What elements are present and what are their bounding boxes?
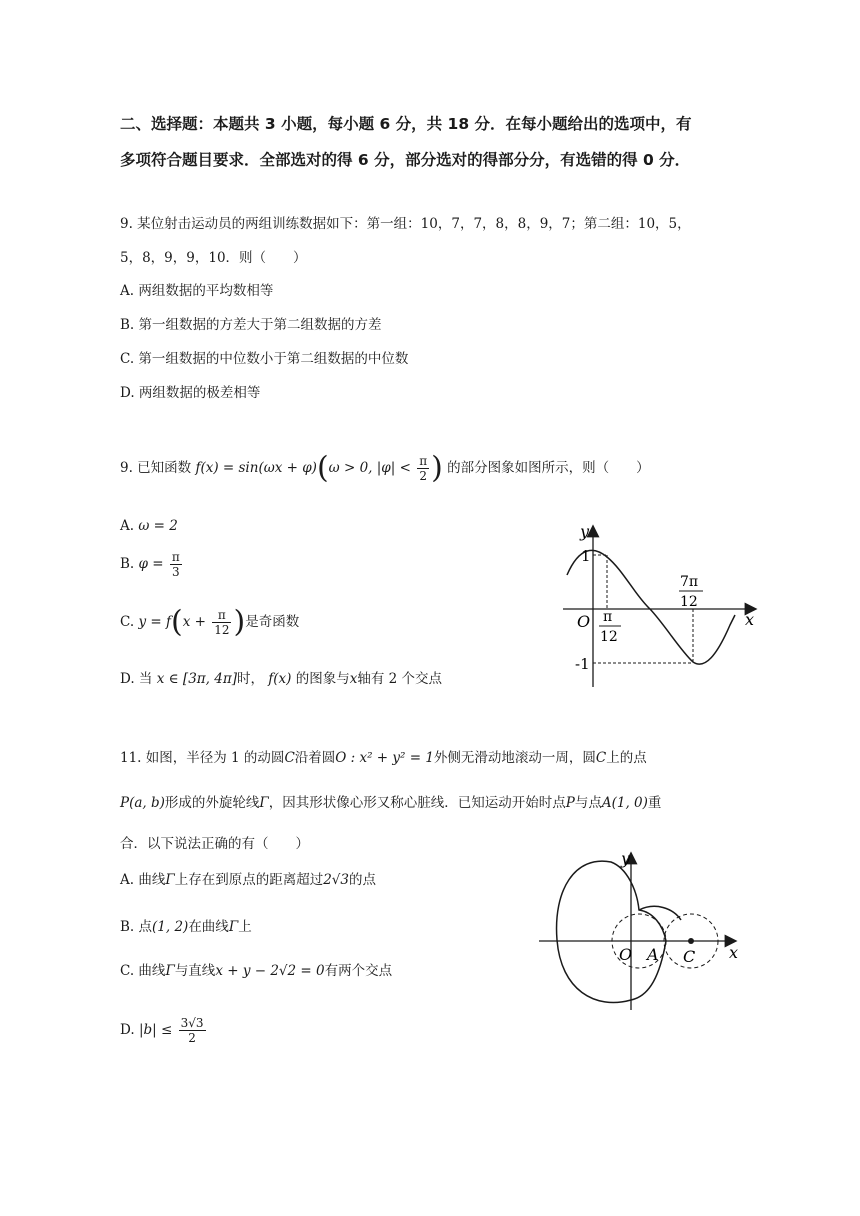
q9b-function: f(x) = sin(ωx + φ) — [195, 460, 317, 476]
question-9a-option-a[interactable]: A. 两组数据的平均数相等 — [120, 283, 274, 299]
section-header-line-2: 多项符合题目要求．全部选对的得 6 分，部分选对的得部分分，有选错的得 0 分． — [120, 151, 691, 169]
question-11-option-d[interactable]: D. |b| ≤ $\frac{3√3}{2}$ — [120, 1016, 204, 1045]
question-11-line-1: 11. 如图，半径为 1 的动圆C沿着圆O : x² + y² = 1外侧无滑动地滚动一周，圆C上的点 — [120, 750, 647, 766]
sine-curve — [567, 550, 735, 664]
question-9b-option-c[interactable]: C. y = f(x + $\frac{\pi}{12}$ )是奇函数 — [120, 604, 300, 640]
question-9a-line-1: 9. 某位射击运动员的两组训练数据如下：第一组：10，7，7，8，8，9，7；第二组：10，5， — [120, 216, 691, 232]
x-label: x — [729, 943, 739, 962]
question-9a-stem — [120, 207, 770, 275]
question-9b-option-b[interactable]: B. φ = $\frac{\pi}{3}$ — [120, 550, 180, 579]
q9b-prefix: 9. 已知函数 — [120, 460, 192, 476]
label-a: A — [647, 945, 659, 964]
x-label: x — [745, 610, 755, 629]
cardioid-graph — [535, 850, 750, 1020]
question-9a-option-c[interactable]: C. 第一组数据的中位数小于第二组数据的中位数 — [120, 351, 409, 367]
q9b-cond-fraction: $\frac{\pi}{2}$ — [419, 454, 428, 483]
question-9b-stem: 9. 已知函数 f(x) = sin(ωx + φ)(ω > 0, |φ| < $\frac{\pi}{2}$ ) 的部分图象如图所示，则（ ） — [120, 450, 650, 486]
y-label: y — [621, 850, 631, 868]
q9b-condition: ω > 0, |φ| < — [328, 460, 411, 476]
question-11-option-a[interactable]: A. 曲线Γ上存在到原点的距离超过2√3的点 — [120, 872, 376, 888]
sine-graph — [555, 515, 770, 695]
question-11-line-2: P(a, b)形成的外旋轮线Γ，因其形状像心形又称心脏线．已知运动开始时点P与点A(1, 0)重 — [120, 795, 662, 811]
question-9a-option-d[interactable]: D. 两组数据的极差相等 — [120, 385, 261, 401]
y-minus-one-label: -1 — [575, 655, 590, 673]
point-c — [688, 938, 694, 944]
section-header — [120, 106, 760, 178]
question-9a-option-b[interactable]: B. 第一组数据的方差大于第二组数据的方差 — [120, 317, 382, 333]
question-9a-line-2: 5，8，9，9，10．则（ ） — [120, 250, 307, 266]
tick-pi-12-den: 12 — [600, 629, 618, 645]
cardioid-curve — [557, 861, 666, 1002]
tick-7pi-12-den: 12 — [680, 594, 698, 610]
question-11-option-c[interactable]: C. 曲线Γ与直线x + y − 2√2 = 0有两个交点 — [120, 963, 393, 979]
question-9b-option-a[interactable]: A. ω = 2 — [120, 518, 178, 534]
question-11-option-b[interactable]: B. 点(1, 2)在曲线Γ上 — [120, 919, 252, 935]
label-c: C — [683, 947, 696, 966]
tick-7pi-12-num: 7π — [680, 574, 699, 590]
question-9b-option-d[interactable]: D. 当 x ∈ [3π, 4π]时， f(x) 的图象与x轴有 2 个交点 — [120, 671, 443, 687]
origin-label: O — [577, 612, 591, 631]
section-header-line-1: 二、选择题：本题共 3 小题，每小题 6 分，共 18 分．在每小题给出的选项中，有 — [120, 115, 692, 133]
q9b-suffix: 的部分图象如图所示，则（ ） — [447, 460, 650, 476]
question-11-line-3: 合．以下说法正确的有（ ） — [120, 836, 309, 852]
label-o: O — [619, 945, 633, 964]
y-label: y — [580, 522, 590, 541]
y-one-label: 1 — [581, 547, 591, 565]
tick-pi-12-num: π — [603, 609, 613, 625]
